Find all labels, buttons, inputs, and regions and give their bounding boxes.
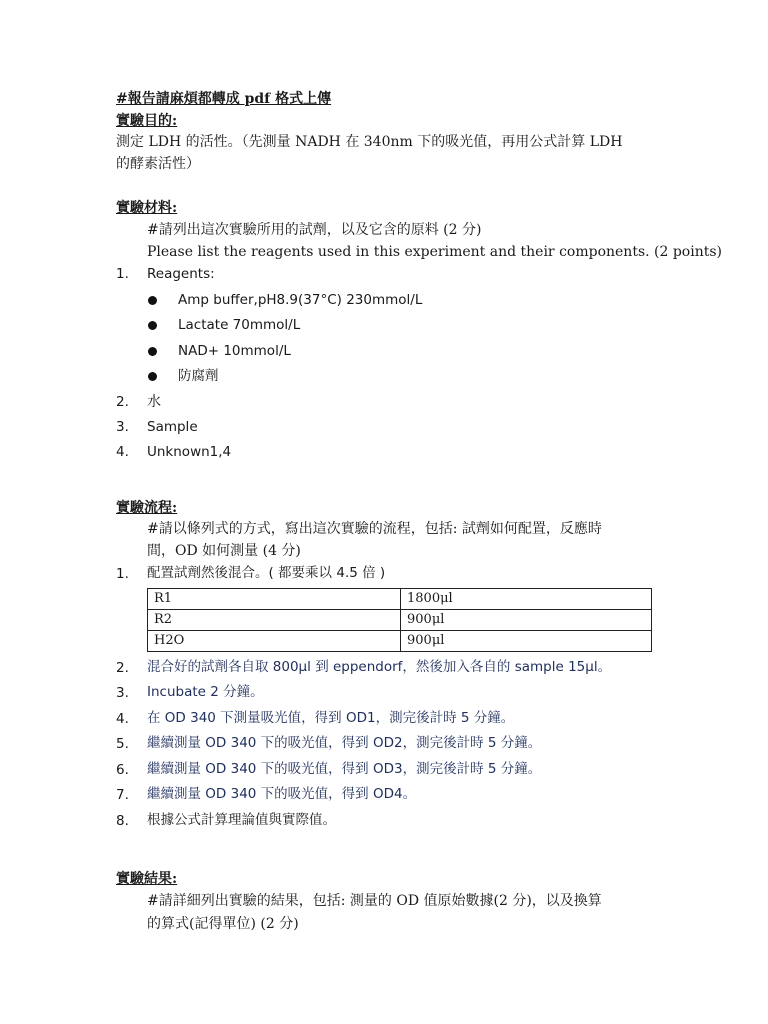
- procedure-prompt-line1: #請以條列式的方式，寫出這次實驗的流程，包括: 試劑如何配置，反應時: [147, 521, 602, 537]
- upload-note: #報告請麻煩都轉成 pdf 格式上傳: [116, 91, 332, 107]
- table-cell-reagent: R1: [148, 589, 401, 610]
- procedure-step-text: 繼續測量 OD 340 下的吸光值，得到 OD4。: [147, 786, 417, 802]
- materials-item-text: Reagents:: [147, 266, 215, 282]
- materials-item-text: Sample: [147, 419, 198, 435]
- materials-item-number: 2.: [116, 394, 129, 410]
- materials-item-number: 1.: [116, 266, 129, 282]
- procedure-step-number: 5.: [116, 736, 129, 752]
- materials-heading: 實驗材料:: [116, 200, 178, 216]
- bullet-icon: [148, 321, 157, 330]
- procedure-step-number: 6.: [116, 762, 129, 778]
- bullet-icon: [148, 372, 157, 381]
- purpose-heading: 實驗目的:: [116, 113, 178, 129]
- procedure-step-text: 繼續測量 OD 340 下的吸光值，得到 OD2，測完後計時 5 分鐘。: [147, 735, 542, 751]
- bullet-icon: [148, 296, 157, 305]
- procedure-step-text: 配置試劑然後混合。( 都要乘以 4.5 倍 ): [147, 565, 386, 581]
- bullet-item-text: Lactate 70mmol/L: [178, 317, 301, 333]
- table-row: [148, 610, 652, 631]
- table-cell-volume: 900μl: [401, 610, 652, 631]
- bullet-item-text: 防腐劑: [178, 368, 219, 384]
- table-row: [148, 589, 652, 610]
- bullet-item-text: Amp buffer,pH8.9(37°C) 230mmol/L: [178, 292, 423, 308]
- procedure-step-number: 1.: [116, 566, 129, 582]
- bullet-icon: [148, 347, 157, 356]
- materials-item-number: 3.: [116, 419, 129, 435]
- procedure-step-number: 4.: [116, 711, 129, 727]
- table-cell-volume: 900μl: [401, 631, 652, 652]
- procedure-heading: 實驗流程:: [116, 500, 178, 516]
- procedure-prompt-line2: 間，OD 如何測量 (4 分): [147, 543, 301, 559]
- results-prompt-line2: 的算式(記得單位) (2 分): [147, 916, 299, 932]
- procedure-step-number: 7.: [116, 787, 129, 803]
- purpose-text-line1: 測定 LDH 的活性。（先測量 NADH 在 340nm 下的吸光值，再用公式計算 LDH: [116, 134, 623, 150]
- materials-item-text: 水: [147, 394, 161, 410]
- procedure-step-text: 根據公式計算理論值與實際值。: [147, 812, 336, 828]
- procedure-step-number: 8.: [116, 813, 129, 829]
- results-prompt-line1: #請詳細列出實驗的結果，包括: 測量的 OD 值原始數據(2 分)，以及換算: [147, 893, 602, 909]
- procedure-step-text: 在 OD 340 下測量吸光值，得到 OD1，測完後計時 5 分鐘。: [147, 710, 515, 726]
- table-cell-volume: 1800μl: [401, 589, 652, 610]
- results-heading: 實驗結果:: [116, 871, 178, 887]
- purpose-text-line2: 的酵素活性）: [116, 156, 200, 172]
- procedure-step-number: 2.: [116, 660, 129, 676]
- materials-prompt-zh: #請列出這次實驗所用的試劑，以及它含的原料 (2 分): [147, 222, 482, 238]
- materials-item-number: 4.: [116, 444, 129, 460]
- table-row: [148, 631, 652, 652]
- bullet-item-text: NAD+ 10mmol/L: [178, 343, 291, 359]
- materials-item-text: Unknown1,4: [147, 444, 232, 460]
- procedure-step-text: 繼續測量 OD 340 下的吸光值，得到 OD3，測完後計時 5 分鐘。: [147, 761, 542, 777]
- reagent-table: [147, 588, 652, 652]
- procedure-step-number: 3.: [116, 685, 129, 701]
- procedure-step-text: 混合好的試劑各自取 800μl 到 eppendorf，然後加入各自的 sample 15μl。: [147, 659, 612, 675]
- procedure-step-text: Incubate 2 分鐘。: [147, 684, 264, 700]
- table-cell-reagent: R2: [148, 610, 401, 631]
- materials-prompt-en: Please list the reagents used in this experiment and their components. (2 points): [147, 244, 723, 260]
- table-cell-reagent: H2O: [148, 631, 401, 652]
